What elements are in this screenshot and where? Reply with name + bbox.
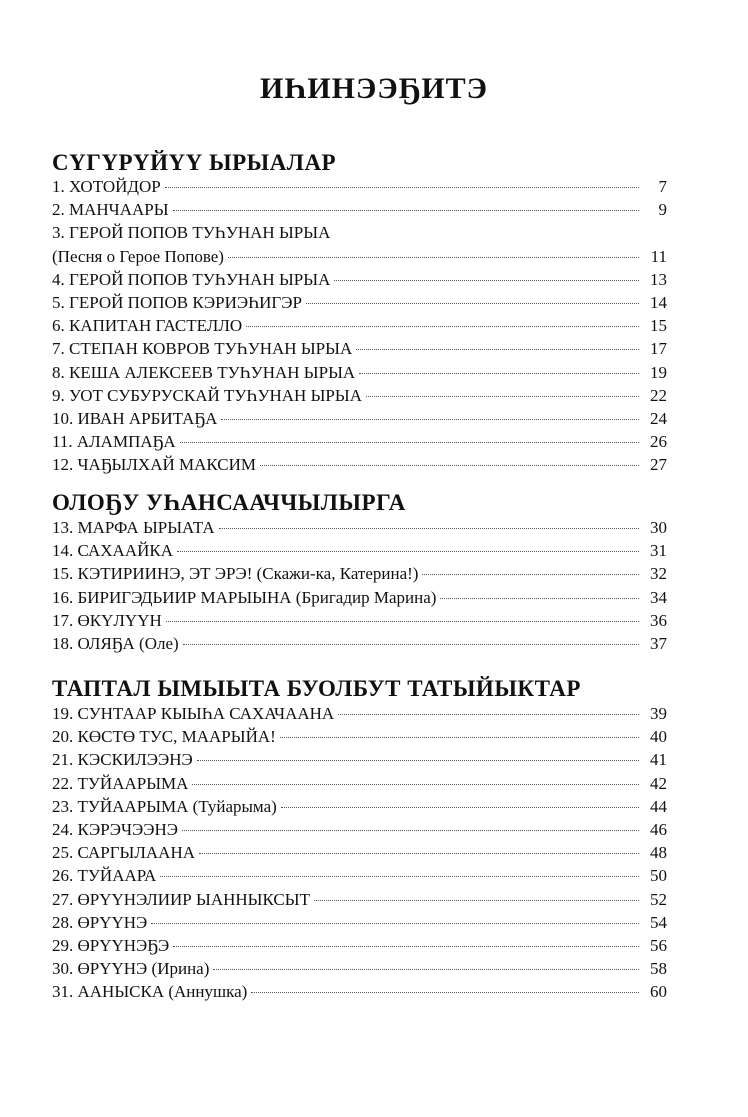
toc-entry-page-number: 9	[658, 200, 667, 220]
toc-entry-page-number: 24	[650, 409, 667, 428]
dot-leader	[281, 807, 639, 808]
toc-entry-title: 6. КАПИТАН ГАСТЕЛЛО	[52, 316, 243, 336]
toc-entry-page-number: 40	[650, 727, 667, 747]
dot-leader	[213, 969, 639, 970]
dot-leader	[422, 574, 639, 575]
toc-entry[interactable]	[52, 888, 667, 911]
toc-entry-title: 28. ӨРҮҮНЭ	[52, 912, 148, 932]
dot-leader	[177, 551, 639, 552]
toc-entry-title: 23. ТУЙААРЫМА (Туйарыма)	[52, 796, 277, 816]
dot-leader	[280, 737, 639, 738]
toc-entry[interactable]	[52, 864, 667, 887]
toc-entry-title: 26. ТУЙААРА	[52, 866, 157, 886]
toc-entry-title: 17. ӨКҮЛҮҮН	[52, 610, 162, 630]
toc-entry[interactable]	[52, 268, 667, 291]
page-title: ИҺИНЭЭҔИТЭ	[259, 72, 489, 105]
dot-leader	[359, 373, 639, 374]
dot-leader	[260, 465, 639, 466]
toc-entry-title: 4. ГЕРОЙ ПОПОВ ТУҺУНАН ЫРЫА	[52, 269, 331, 289]
dot-leader	[338, 714, 639, 715]
toc-entry[interactable]	[52, 221, 667, 244]
toc-entry-page-number: 48	[650, 843, 667, 863]
toc-entry-title: 1. ХОТОЙДОР	[52, 177, 161, 196]
toc-entry-page-number: 17	[650, 339, 667, 359]
toc-entry[interactable]	[52, 934, 667, 957]
toc-entry-title: 10. ИВАН АРБИТАҔА	[52, 409, 218, 428]
toc-entry-page-number: 52	[650, 889, 667, 909]
toc-entry-title: 27. ӨРҮҮНЭЛИИР ЫАННЫКСЫТ	[52, 889, 310, 909]
dot-leader	[356, 349, 639, 350]
toc-entry-page-number: 11	[650, 246, 667, 266]
dot-leader	[440, 598, 639, 599]
toc-entry[interactable]	[52, 725, 667, 748]
dot-leader	[192, 784, 639, 785]
dot-leader	[199, 853, 639, 854]
section-heading: СҮГҮРҮЙҮҮ ЫРЫАЛАР	[52, 150, 337, 175]
toc-entry-title: 7. СТЕПАН КОВРОВ ТУҺУНАН ЫРЫА	[52, 339, 353, 359]
toc-entry-title: 22. ТУЙААРЫМА	[52, 773, 189, 793]
toc-entry[interactable]	[52, 562, 667, 585]
toc-entry[interactable]	[52, 795, 667, 818]
toc-entry[interactable]	[52, 772, 667, 795]
toc-entry-page-number: 37	[650, 634, 667, 653]
dot-leader	[221, 419, 639, 420]
toc-entry-title: 30. ӨРҮҮНЭ (Ирина)	[52, 959, 210, 979]
toc-entry-page-number: 30	[650, 518, 667, 537]
dot-leader	[165, 187, 639, 188]
toc-entry-title: (Песня о Герое Попове)	[52, 246, 224, 266]
toc-entry-page-number: 56	[650, 936, 667, 955]
toc-entry[interactable]	[52, 453, 667, 476]
toc-entry[interactable]	[52, 430, 667, 453]
section-heading: ТАПТАЛ ЫМЫЫТА БУОЛБУТ ТАТЫЙЫКТАР	[52, 676, 581, 701]
toc-entry-title: 20. КӨСТӨ ТУС, МААРЫЙА!	[52, 727, 276, 747]
toc-entry[interactable]	[52, 632, 667, 655]
toc-entry[interactable]	[52, 818, 667, 841]
toc-entry-title: 5. ГЕРОЙ ПОПОВ КЭРИЭҺИГЭР	[52, 293, 302, 312]
toc-entry-title: 11. АЛАМПАҔА	[52, 432, 176, 452]
dot-leader	[251, 992, 639, 993]
dot-leader	[182, 830, 639, 831]
toc-entry-page-number: 26	[650, 432, 667, 452]
dot-leader	[334, 280, 639, 281]
toc-entry[interactable]	[52, 980, 667, 1003]
toc-entry-page-number: 42	[650, 773, 667, 793]
toc-entry[interactable]	[52, 175, 667, 198]
toc-entry-title: 29. ӨРҮҮНЭҔЭ	[52, 936, 170, 955]
toc-entry-title: 8. КЕША АЛЕКСЕЕВ ТУҺУНАН ЫРЫА	[52, 362, 356, 382]
toc-entry[interactable]	[52, 702, 667, 725]
toc-entry[interactable]	[52, 586, 667, 609]
toc-entry[interactable]	[52, 314, 667, 337]
dot-leader	[166, 621, 639, 622]
dot-leader	[314, 900, 639, 901]
dot-leader	[246, 326, 639, 327]
dot-leader	[366, 396, 639, 397]
toc-entry-title: 21. КЭСКИЛЭЭНЭ	[52, 750, 193, 770]
toc-entry-page-number: 46	[650, 820, 667, 839]
toc-entry-page-number: 41	[650, 750, 667, 770]
toc-entry-title: 18. ОЛЯҔА (Оле)	[52, 634, 179, 653]
toc-entry[interactable]	[52, 245, 667, 268]
toc-entry-page-number: 19	[650, 362, 667, 382]
toc-entry-title: 25. САРГЫЛААНА	[52, 843, 196, 863]
dot-leader	[180, 442, 639, 443]
toc-entry-page-number: 60	[650, 982, 667, 1002]
toc-entry[interactable]	[52, 539, 667, 562]
toc-entry[interactable]	[52, 957, 667, 980]
toc-entry-title: 9. УОТ СУБУРУСКАЙ ТУҺУНАН ЫРЫА	[52, 385, 362, 405]
toc-entry-page-number: 34	[650, 587, 667, 607]
dot-leader	[151, 923, 639, 924]
toc-entry-title: 31. ААНЫСКА (Аннушка)	[52, 982, 248, 1002]
toc-entry-title: 19. СУНТААР КЫЫҺА САХАЧААНА	[52, 704, 335, 723]
toc-entry[interactable]	[52, 516, 667, 539]
toc-entry[interactable]	[52, 361, 667, 384]
toc-entry-title: 3. ГЕРОЙ ПОПОВ ТУҺУНАН ЫРЫА	[52, 223, 331, 243]
dot-leader	[197, 760, 639, 761]
toc-entry[interactable]	[52, 337, 667, 360]
toc-entry-title: 15. КЭТИРИИНЭ, ЭТ ЭРЭ! (Скажи-ка, Катерина!)	[52, 564, 419, 584]
dot-leader	[173, 946, 639, 947]
toc-entry-page-number: 36	[650, 610, 667, 630]
section-heading: ОЛОҔУ УҺАНСААЧЧЫЛЫРГА	[52, 490, 406, 515]
toc-entry-page-number: 13	[650, 269, 667, 289]
toc-entry-page-number: 27	[650, 455, 667, 475]
toc-entry-title: 12. ЧАҔЫЛХАЙ МАКСИМ	[52, 455, 257, 475]
toc-entry-page-number: 22	[650, 385, 667, 405]
toc-entry[interactable]	[52, 841, 667, 864]
toc-entry[interactable]	[52, 609, 667, 632]
toc-entry-title: 16. БИРИГЭДЬИИР МАРЫЫНА (Бригадир Марина)	[52, 587, 437, 607]
toc-entry[interactable]	[52, 748, 667, 771]
toc-entry-page-number: 7	[658, 177, 667, 196]
toc-entry-page-number: 31	[650, 541, 667, 561]
dot-leader	[160, 876, 639, 877]
toc-entry[interactable]	[52, 291, 667, 314]
toc-entry-page-number: 50	[650, 866, 667, 886]
toc-entry-page-number: 54	[650, 912, 667, 932]
toc-entry-title: 24. КЭРЭЧЭЭНЭ	[52, 820, 178, 839]
dot-leader	[173, 210, 639, 211]
toc-entry[interactable]	[52, 911, 667, 934]
toc-entry[interactable]	[52, 407, 667, 430]
toc-entry-page-number: 44	[650, 796, 667, 816]
toc-entry-page-number: 58	[650, 959, 667, 979]
toc-entry[interactable]	[52, 198, 667, 221]
toc-entry[interactable]	[52, 384, 667, 407]
toc-entry-page-number: 14	[650, 293, 667, 312]
toc-entry-page-number: 15	[650, 316, 667, 336]
dot-leader	[219, 528, 639, 529]
dot-leader	[306, 303, 639, 304]
toc-entry-title: 13. МАРФА ЫРЫАТА	[52, 518, 215, 537]
toc-entry-page-number: 32	[650, 564, 667, 584]
dot-leader	[183, 644, 639, 645]
toc-entry-title: 14. САХААЙКА	[52, 541, 173, 561]
dot-leader	[228, 257, 639, 258]
toc-entry-page-number: 39	[650, 704, 667, 723]
toc-entry-title: 2. МАНЧААРЫ	[52, 200, 169, 220]
